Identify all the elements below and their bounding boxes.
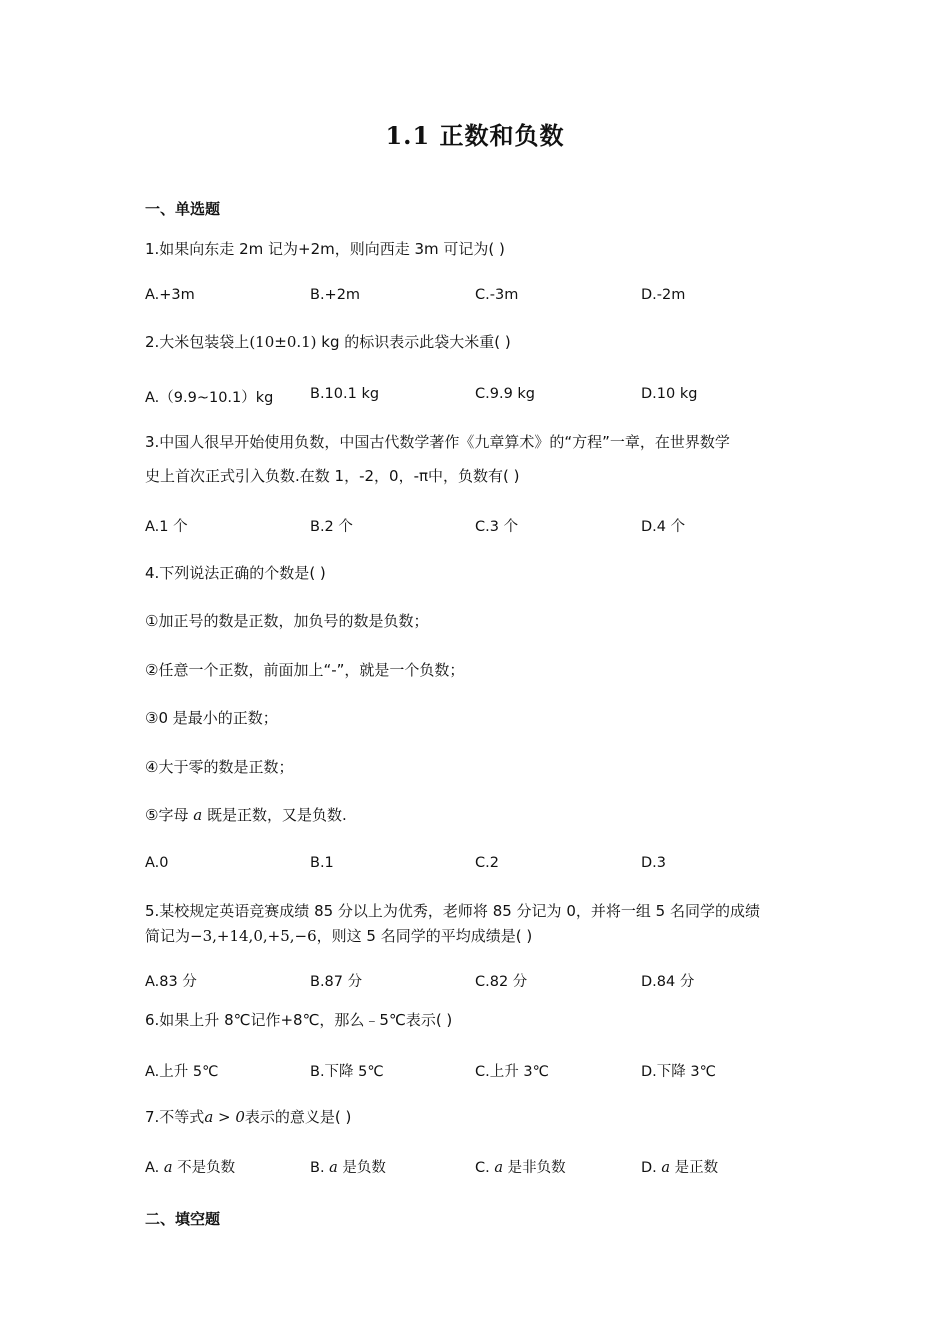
q2-option-a: A.（9.9~10.1）kg bbox=[145, 390, 274, 406]
question-3-line-2: 史上首次正式引入负数.在数 1，-2，0，-π中，负数有( ) bbox=[145, 467, 520, 485]
question-3-line-1: 3.中国人很早开始使用负数，中国古代数学著作《九章算术》的“方程”一章，在世界数学 bbox=[145, 433, 730, 451]
q4-statement-3: ③0 是最小的正数； bbox=[145, 709, 278, 727]
q6-option-b: B.下降 5℃ bbox=[310, 1064, 384, 1080]
q2-weight-expression: (10±0.1) bbox=[249, 333, 317, 351]
q7-option-a-text: 不是负数 bbox=[172, 1160, 236, 1176]
question-7-stem bbox=[145, 1100, 351, 1134]
q7-option-c bbox=[475, 1156, 566, 1177]
q1-option-c: C.-3m bbox=[475, 287, 519, 303]
question-1-stem: 1.如果向东走 2m 记为+2m，则向西走 3m 可记为( ) bbox=[145, 240, 505, 258]
q5-option-b: B.87 分 bbox=[310, 974, 363, 990]
q4-option-c: C.2 bbox=[475, 855, 499, 871]
question-6-stem: 6.如果上升 8℃记作+8℃，那么﹣5℃表示( ) bbox=[145, 1011, 453, 1029]
q5-line2-suffix: ，则这 5 名同学的平均成绩是( ) bbox=[316, 927, 533, 945]
q2-option-c: C.9.9 kg bbox=[475, 386, 536, 402]
q1-option-a: A.+3m bbox=[145, 287, 195, 303]
q7-option-b-letter: B. bbox=[310, 1160, 330, 1176]
q6-option-a: A.上升 5℃ bbox=[145, 1064, 219, 1080]
question-2-stem bbox=[145, 325, 511, 359]
q3-option-a: A.1 个 bbox=[145, 519, 188, 535]
q4-statement-2: ②任意一个正数，前面加上“-”，就是一个负数； bbox=[145, 661, 465, 679]
q3-option-c: C.3 个 bbox=[475, 519, 519, 535]
q2-stem-suffix: kg 的标识表示此袋大米重( ) bbox=[316, 333, 511, 351]
q7-option-d-variable: a bbox=[661, 1160, 671, 1176]
q4-statement-5 bbox=[145, 798, 347, 832]
q2-option-b: B.10.1 kg bbox=[310, 386, 380, 402]
q4-s5-variable: a bbox=[193, 806, 203, 824]
q4-s5-suffix: 既是正数，又是负数. bbox=[202, 806, 347, 824]
q7-option-c-letter: C. bbox=[475, 1160, 495, 1176]
q2-stem-prefix: 2.大米包装袋上 bbox=[145, 333, 250, 351]
section-heading-fill-in: 二、填空题 bbox=[145, 1210, 221, 1228]
q2-option-d: D.10 kg bbox=[641, 386, 698, 402]
q1-option-b: B.+2m bbox=[310, 287, 361, 303]
page-title: 1.1 正数和负数 bbox=[385, 121, 565, 150]
q5-line2-prefix: 简记为 bbox=[145, 927, 191, 945]
q7-option-d-letter: D. bbox=[641, 1160, 662, 1176]
q7-option-a-variable: a bbox=[163, 1160, 173, 1176]
q5-score-list: −3,+14,0,+5,−6 bbox=[190, 927, 317, 945]
q7-option-d-text: 是正数 bbox=[670, 1160, 719, 1176]
q7-option-a-letter: A. bbox=[145, 1160, 164, 1176]
q4-statement-1: ①加正号的数是正数，加负号的数是负数； bbox=[145, 612, 429, 630]
q7-option-d bbox=[641, 1156, 718, 1177]
section-heading-single-choice: 一、单选题 bbox=[145, 200, 221, 218]
q7-option-a bbox=[145, 1156, 235, 1177]
q5-option-d: D.84 分 bbox=[641, 974, 695, 990]
question-5-line-1: 5.某校规定英语竞赛成绩 85 分以上为优秀，老师将 85 分记为 0，并将一组 5 名同学的成绩 bbox=[145, 902, 760, 920]
q5-option-c: C.82 分 bbox=[475, 974, 528, 990]
q1-option-d: D.-2m bbox=[641, 287, 686, 303]
q3-option-b: B.2 个 bbox=[310, 519, 353, 535]
q3-option-d: D.4 个 bbox=[641, 519, 686, 535]
q7-option-c-text: 是非负数 bbox=[503, 1160, 566, 1176]
q4-option-b: B.1 bbox=[310, 855, 334, 871]
q4-option-a: A.0 bbox=[145, 855, 169, 871]
question-5-line-2 bbox=[145, 919, 532, 953]
q7-option-c-variable: a bbox=[494, 1160, 503, 1176]
q4-option-d: D.3 bbox=[641, 855, 666, 871]
q7-stem-suffix: 表示的意义是( ) bbox=[244, 1108, 352, 1126]
q5-option-a: A.83 分 bbox=[145, 974, 197, 990]
q4-s5-prefix: ⑤字母 bbox=[145, 806, 194, 824]
q7-inequality: a > 0 bbox=[204, 1108, 245, 1126]
q7-option-b-variable: a bbox=[329, 1160, 338, 1176]
q7-option-b bbox=[310, 1156, 386, 1177]
q7-option-b-text: 是负数 bbox=[337, 1160, 386, 1176]
q4-statement-4: ④大于零的数是正数； bbox=[145, 758, 294, 776]
q6-option-c: C.上升 3℃ bbox=[475, 1064, 549, 1080]
question-4-stem: 4.下列说法正确的个数是( ) bbox=[145, 564, 326, 582]
q6-option-d: D.下降 3℃ bbox=[641, 1064, 716, 1080]
q7-stem-prefix: 7.不等式 bbox=[145, 1108, 205, 1126]
